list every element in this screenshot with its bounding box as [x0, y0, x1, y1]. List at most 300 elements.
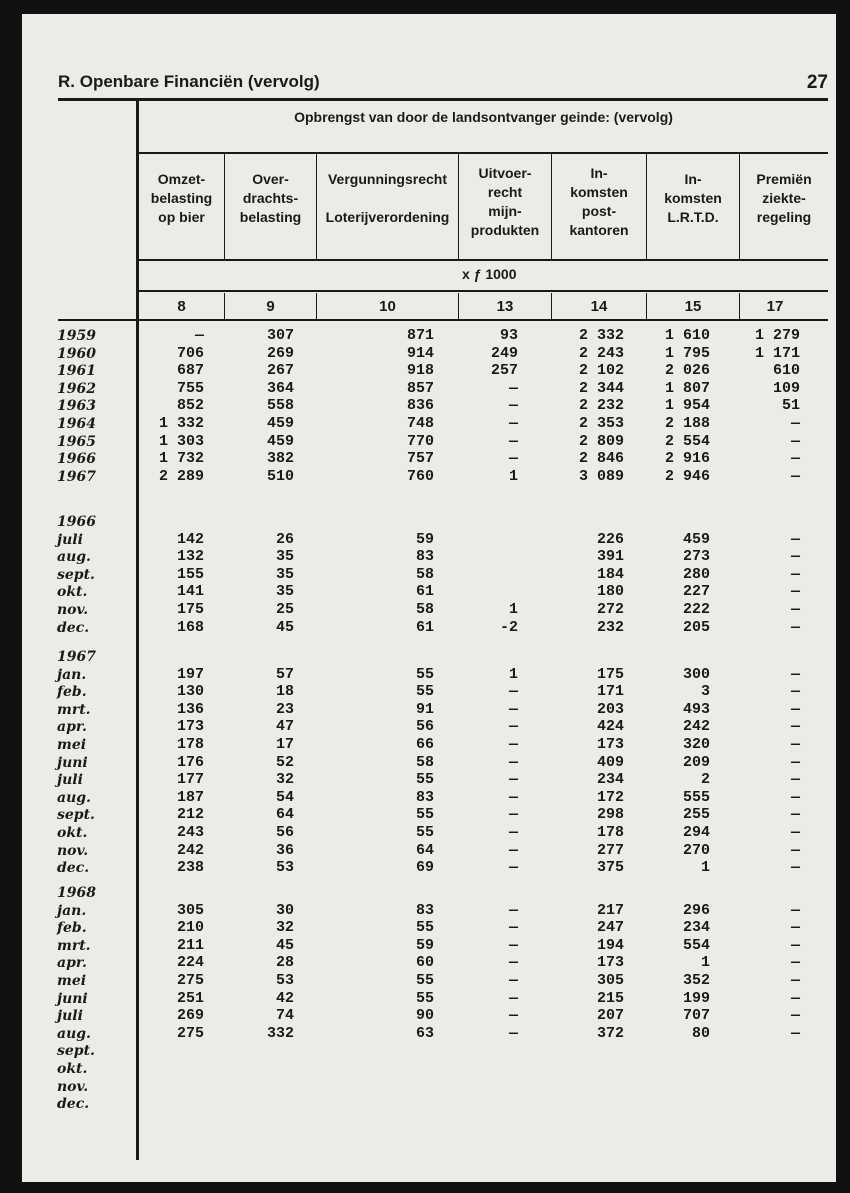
table-cell: — [508, 972, 518, 989]
table-cell: 90 [415, 1007, 434, 1025]
table-cell: 1 610 [664, 327, 710, 344]
table-cell: 35 [275, 548, 294, 566]
table-cell: — [194, 327, 204, 344]
table-cell: 83 [415, 901, 434, 919]
table-cell: 554 [682, 936, 710, 954]
table-cell: 687 [176, 362, 204, 380]
table-cell: 187 [176, 788, 204, 806]
table-cell: 305 [596, 972, 624, 989]
table-cell: 64 [415, 841, 434, 859]
table-cell: 212 [176, 806, 204, 824]
table-cell: — [508, 919, 518, 937]
table-cell: 918 [406, 362, 434, 380]
table-cell: 757 [406, 450, 434, 468]
row-label: sept. [57, 566, 95, 583]
table-cell: 296 [682, 901, 710, 919]
table-cell: 242 [176, 841, 204, 859]
table-cell: 155 [176, 565, 204, 583]
table-cell: 234 [682, 919, 710, 937]
table-cell: — [508, 683, 518, 701]
row-label: mrt. [57, 937, 91, 954]
table-cell: 1 [508, 665, 518, 683]
row-label: dec. [57, 860, 90, 877]
top-rule [58, 98, 828, 101]
table-cell: 2 809 [578, 432, 624, 450]
row-label: juli [57, 772, 83, 789]
table-cell: 251 [176, 989, 204, 1007]
table-cell: 1 [508, 467, 518, 485]
table-cell: 184 [596, 565, 624, 583]
table-cell: 47 [275, 718, 294, 736]
table-cell: 2 232 [578, 397, 624, 415]
row-label: nov. [57, 602, 89, 618]
table-cell: 91 [415, 700, 434, 718]
table-cell: 510 [266, 467, 294, 485]
table-cell: — [508, 1024, 518, 1042]
table-cell: 706 [176, 344, 204, 362]
table-cell: 59 [415, 530, 434, 548]
row-label: nov. [57, 1078, 89, 1095]
row-label: 1964 [57, 416, 96, 432]
table-cell: 332 [266, 1024, 294, 1042]
col-number: 10 [379, 298, 396, 315]
table-cell: 142 [176, 530, 204, 548]
table-cell: — [790, 618, 800, 636]
table-cell: — [508, 753, 518, 771]
table-cell: 2 289 [158, 467, 204, 485]
table-cell: 2 353 [578, 415, 624, 432]
table-cell: — [508, 700, 518, 718]
table-cell: 58 [415, 601, 434, 618]
row-label: 1966 [57, 514, 96, 530]
table-cell: 280 [682, 565, 710, 583]
table-cell: 130 [176, 683, 204, 701]
row-label: 1960 [57, 345, 96, 362]
row-label: 1959 [57, 328, 96, 344]
table-cell: — [508, 771, 518, 789]
table-cell: 255 [682, 806, 710, 824]
table-cell: 770 [406, 432, 434, 450]
table-cell: 55 [415, 771, 434, 789]
row-label: jan. [57, 666, 87, 683]
table-cell: 1 795 [664, 344, 710, 362]
table-cell: 1 332 [158, 415, 204, 432]
row-label: 1967 [57, 649, 96, 665]
table-cell: 178 [596, 824, 624, 841]
row-label: okt. [57, 1061, 88, 1077]
super-header: Opbrengst van door de landsontvanger geinde: (vervolg) [294, 109, 673, 125]
table-cell: 211 [176, 936, 204, 954]
table-cell: 58 [415, 565, 434, 583]
table-cell: 257 [490, 362, 518, 380]
table-cell: — [790, 683, 800, 701]
table-cell: 294 [682, 824, 710, 841]
table-cell: 2 243 [578, 344, 624, 362]
col-header-10: Vergunningsrecht Loterijverordening [325, 171, 450, 225]
table-cell: 53 [275, 972, 294, 989]
table-cell: 243 [176, 824, 204, 841]
table-cell: 555 [682, 788, 710, 806]
table-cell: — [790, 548, 800, 566]
table-cell: 69 [415, 859, 434, 877]
table-cell: 28 [275, 954, 294, 972]
table-cell: — [790, 467, 800, 485]
table-cell: 242 [682, 718, 710, 736]
row-label: 1967 [57, 468, 96, 485]
table-cell: — [790, 824, 800, 841]
row-label: sept. [57, 807, 95, 824]
table-cell: 59 [415, 936, 434, 954]
table-cell: 382 [266, 450, 294, 468]
table-cell: 226 [596, 530, 624, 548]
table-cell: 53 [275, 859, 294, 877]
table-cell: — [508, 397, 518, 415]
row-label: okt. [57, 825, 88, 841]
row-label: feb. [57, 684, 87, 701]
document-page [22, 14, 836, 1182]
table-cell: 25 [275, 601, 294, 618]
table-cell: 222 [682, 601, 710, 618]
table-cell: 372 [596, 1024, 624, 1042]
table-cell: 45 [275, 936, 294, 954]
row-label: mei [57, 737, 87, 753]
table-cell: — [790, 665, 800, 683]
row-label: jan. [57, 902, 87, 919]
table-cell: — [790, 989, 800, 1007]
table-cell: — [790, 1007, 800, 1025]
headers-bottom-rule [136, 259, 828, 261]
table-cell: 93 [499, 327, 518, 344]
table-cell: 32 [275, 919, 294, 937]
table-cell: 74 [275, 1007, 294, 1025]
row-label: juni [57, 754, 88, 771]
table-cell: 57 [275, 665, 294, 683]
col-number: 15 [684, 298, 702, 315]
col-number: 9 [266, 298, 275, 315]
table-cell: 275 [176, 1024, 204, 1042]
table-cell: 836 [406, 397, 434, 415]
table-cell: 35 [275, 583, 294, 601]
table-cell: 375 [596, 859, 624, 877]
table-cell: 1 807 [664, 379, 710, 397]
table-cell: — [790, 788, 800, 806]
table-cell: 298 [596, 806, 624, 824]
table-cell: — [790, 415, 800, 432]
table-cell: 2 846 [578, 450, 624, 468]
table-cell: 459 [266, 415, 294, 432]
table-cell: 424 [596, 718, 624, 736]
table-cell: 748 [406, 415, 434, 432]
table-cell: 610 [772, 362, 800, 380]
table-cell: 227 [682, 583, 710, 601]
table-cell: 272 [596, 601, 624, 618]
table-cell: 194 [596, 936, 624, 954]
row-label: aug. [57, 549, 91, 566]
table-cell: 249 [490, 344, 518, 362]
table-cell: — [790, 700, 800, 718]
table-cell: 80 [691, 1024, 710, 1042]
table-cell: 2 344 [578, 379, 624, 397]
table-cell: — [508, 824, 518, 841]
row-label: 1962 [57, 380, 96, 397]
table-cell: 23 [275, 700, 294, 718]
table-cell: 56 [415, 718, 434, 736]
table-cell: 1 171 [754, 344, 800, 362]
table-cell: 3 [700, 683, 710, 701]
table-cell: 459 [682, 530, 710, 548]
table-cell: 1 279 [754, 327, 800, 344]
table-cell: 1 [508, 601, 518, 618]
table-cell: — [790, 583, 800, 601]
table-cell: 459 [266, 432, 294, 450]
table-cell: 305 [176, 901, 204, 919]
table-cell: 64 [275, 806, 294, 824]
table-cell: 277 [596, 841, 624, 859]
table-cell: 30 [275, 901, 294, 919]
table-cell: — [508, 788, 518, 806]
col-header-14: In- komsten post- kantoren [569, 165, 629, 238]
table-cell: 1 [700, 954, 710, 972]
col-number: 13 [496, 298, 514, 315]
table-cell: — [790, 565, 800, 583]
table-cell: 55 [415, 806, 434, 824]
row-label: juni [57, 990, 88, 1007]
row-label: nov. [57, 842, 89, 859]
col-header-13: Uitvoer- recht mijn- produkten [470, 165, 540, 238]
table-cell: 320 [682, 736, 710, 753]
table-cell: 55 [415, 665, 434, 683]
table-cell: — [508, 841, 518, 859]
table-cell: 2 916 [664, 450, 710, 468]
table-cell: — [790, 972, 800, 989]
table-cell: 1 [700, 859, 710, 877]
col-header-17: Premiën ziekte- regeling [756, 171, 812, 225]
table-cell: 391 [596, 548, 624, 566]
table-cell: — [790, 806, 800, 824]
row-label: apr. [57, 719, 87, 736]
table-cell: 203 [596, 700, 624, 718]
col-number: 14 [590, 298, 608, 315]
table-cell: 61 [415, 583, 434, 601]
unit-bottom-rule [136, 290, 828, 292]
col-number: 8 [177, 298, 186, 315]
table-cell: 409 [596, 753, 624, 771]
table-cell: 132 [176, 548, 204, 566]
page-number: 27 [806, 72, 828, 93]
table-cell: 217 [596, 901, 624, 919]
row-label: juli [57, 531, 83, 548]
table-cell: 364 [266, 379, 294, 397]
table-cell: 209 [682, 753, 710, 771]
row-label: aug. [57, 789, 91, 806]
table-cell: 232 [596, 618, 624, 636]
col-header-8: Omzet- belasting op bier [150, 171, 213, 225]
table-cell: 307 [266, 327, 294, 344]
table-cell: 707 [682, 1007, 710, 1025]
row-label: dec. [57, 619, 90, 636]
table-cell: 55 [415, 919, 434, 937]
table-cell: 32 [275, 771, 294, 789]
table-cell: 270 [682, 841, 710, 859]
table-cell: 141 [176, 583, 204, 601]
table-cell: — [790, 936, 800, 954]
table-cell: 66 [415, 736, 434, 753]
table-cell: 857 [406, 379, 434, 397]
table-cell: 269 [176, 1007, 204, 1025]
table-cell: 54 [275, 788, 294, 806]
table-cell: 269 [266, 344, 294, 362]
table-cell: 493 [682, 700, 710, 718]
table-cell: 2 946 [664, 467, 710, 485]
row-label: apr. [57, 955, 87, 972]
table-cell: 18 [275, 683, 294, 701]
table-cell: — [508, 859, 518, 877]
table-cell: 2 332 [578, 327, 624, 344]
table-cell: 352 [682, 972, 710, 989]
table-cell: 36 [275, 841, 294, 859]
row-label: mei [57, 973, 87, 989]
table-cell: 1 303 [158, 432, 204, 450]
table-cell: 247 [596, 919, 624, 937]
super-header-rule [136, 152, 828, 154]
table-cell: — [790, 1024, 800, 1042]
table-cell: 755 [176, 379, 204, 397]
table-cell: 51 [781, 397, 800, 415]
table-cell: 83 [415, 548, 434, 566]
table-cell: 175 [176, 601, 204, 618]
table-cell: 55 [415, 683, 434, 701]
table-cell: — [790, 753, 800, 771]
table-cell: 58 [415, 753, 434, 771]
table-cell: — [790, 718, 800, 736]
table-cell: — [790, 601, 800, 618]
row-label: feb. [57, 920, 87, 937]
table-cell: 60 [415, 954, 434, 972]
table-cell: 300 [682, 665, 710, 683]
table-cell: 52 [275, 753, 294, 771]
table-cell: — [508, 806, 518, 824]
table-cell: 205 [682, 618, 710, 636]
table-cell: 238 [176, 859, 204, 877]
colnum-bottom-rule [58, 319, 828, 321]
table-cell: 199 [682, 989, 710, 1007]
table-cell: 173 [176, 718, 204, 736]
table-cell: 109 [772, 379, 800, 397]
table-cell: — [508, 415, 518, 432]
col-header-9: Over- drachts- belasting [239, 171, 302, 225]
table-cell: 197 [176, 665, 204, 683]
table-cell: — [790, 919, 800, 937]
table-cell: 2 [700, 771, 710, 789]
table-cell: 1 732 [158, 450, 204, 468]
table-cell: 55 [415, 824, 434, 841]
table-cell: — [790, 901, 800, 919]
table-cell: — [790, 432, 800, 450]
table-cell: — [790, 450, 800, 468]
row-label: 1963 [57, 398, 96, 415]
table-cell: 177 [176, 771, 204, 789]
table-cell: 173 [596, 954, 624, 972]
table-cell: — [508, 989, 518, 1007]
table-cell: 26 [275, 530, 294, 548]
table-cell: 914 [406, 344, 434, 362]
table-cell: 2 188 [664, 415, 710, 432]
row-label: juli [57, 1008, 83, 1025]
table-cell: — [508, 379, 518, 397]
row-label: 1961 [57, 363, 96, 380]
row-label: 1968 [57, 885, 96, 901]
table-cell: — [508, 901, 518, 919]
table-cell: — [508, 432, 518, 450]
table-cell: 83 [415, 788, 434, 806]
table-cell: — [508, 1007, 518, 1025]
table-cell: 176 [176, 753, 204, 771]
table-cell: 871 [406, 327, 434, 344]
row-label: mrt. [57, 701, 91, 718]
table-cell: 55 [415, 972, 434, 989]
table-cell: — [790, 771, 800, 789]
table-cell: 173 [596, 736, 624, 753]
table-cell: 275 [176, 972, 204, 989]
table-cell: — [508, 450, 518, 468]
table-cell: 210 [176, 919, 204, 937]
table-cell: — [790, 954, 800, 972]
section-title: R. Openbare Financiën (vervolg) [58, 72, 320, 91]
table-cell: 178 [176, 736, 204, 753]
table-cell: 175 [596, 665, 624, 683]
table-cell: 171 [596, 683, 624, 701]
table-cell: 61 [415, 618, 434, 636]
table-cell: — [508, 736, 518, 753]
row-label: 1965 [57, 433, 96, 450]
table-cell: 2 102 [578, 362, 624, 380]
table-cell: 56 [275, 824, 294, 841]
table-cell: 35 [275, 565, 294, 583]
table-cell: 63 [415, 1024, 434, 1042]
table-cell: 224 [176, 954, 204, 972]
table-cell: 136 [176, 700, 204, 718]
table-cell: 234 [596, 771, 624, 789]
table-cell: -2 [499, 618, 518, 636]
row-label: dec. [57, 1096, 90, 1113]
table-cell: — [508, 954, 518, 972]
table-cell: 168 [176, 618, 204, 636]
table-cell: 1 954 [664, 397, 710, 415]
row-label: okt. [57, 584, 88, 601]
table-cell: 2 026 [664, 362, 710, 380]
table-cell: 17 [275, 736, 294, 753]
table-cell: 55 [415, 989, 434, 1007]
table-cell: — [790, 736, 800, 753]
table-cell: — [508, 936, 518, 954]
table-cell: 215 [596, 989, 624, 1007]
row-label: aug. [57, 1025, 91, 1042]
table-cell: 3 089 [578, 467, 624, 485]
table-cell: — [790, 530, 800, 548]
table-cell: — [790, 859, 800, 877]
table-cell: 267 [266, 362, 294, 380]
unit-label: x ƒ 1000 [462, 266, 517, 282]
table-cell: 180 [596, 583, 624, 601]
table-cell: — [508, 718, 518, 736]
row-label: sept. [57, 1043, 95, 1060]
row-label: 1966 [57, 451, 96, 468]
table-cell: 2 554 [664, 432, 710, 450]
table-cell: — [790, 841, 800, 859]
table-cell: 760 [406, 467, 434, 485]
table-cell: 42 [275, 989, 294, 1007]
table-cell: 207 [596, 1007, 624, 1025]
